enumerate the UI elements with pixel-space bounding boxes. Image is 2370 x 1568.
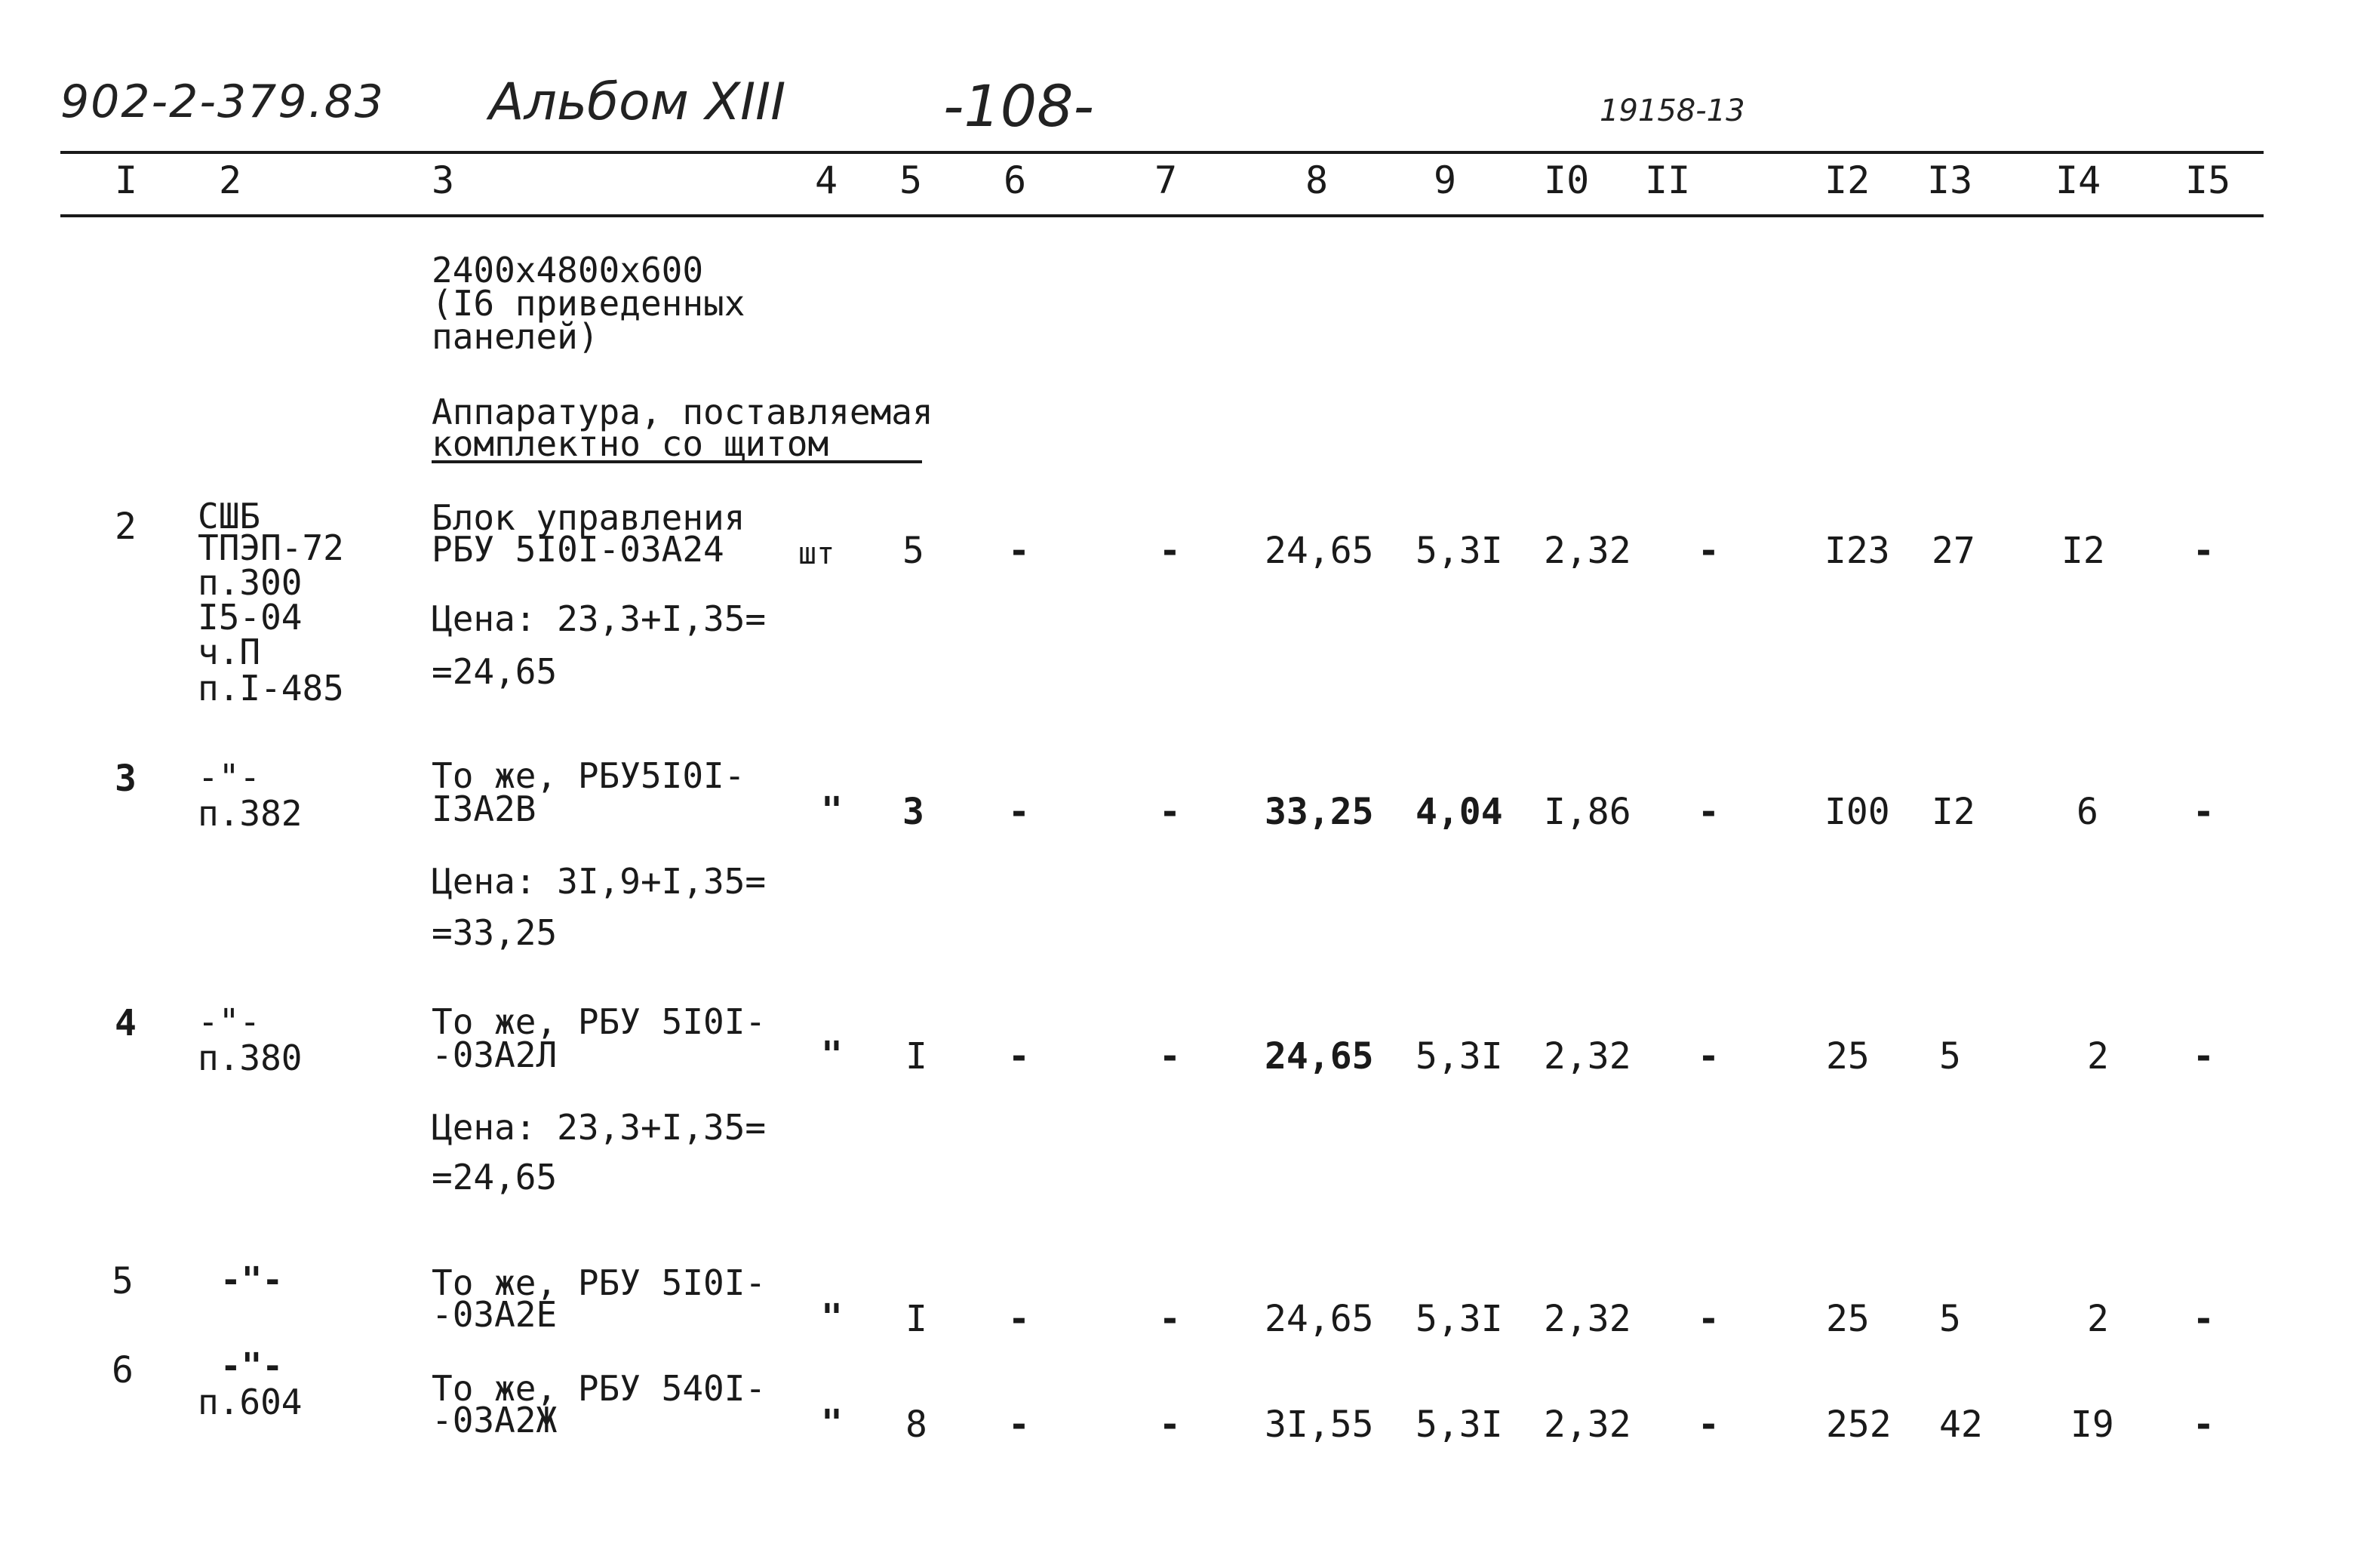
row-col9: 5,3I [1416,1404,1503,1446]
row-col6: - [1008,1035,1030,1078]
row-price: =24,65 [432,1157,558,1198]
col-header-12: I2 [1824,158,1870,202]
row-price: =24,65 [432,651,558,692]
row-col6: - [1008,791,1030,833]
col-header-13: I3 [1927,158,1973,202]
row-col13: 5 [1939,1298,1961,1340]
row-quantity: I [905,1298,927,1340]
col-header-3: 3 [432,158,455,202]
panel-note-line1: (I6 приведенных [432,283,745,324]
panel-note-line2: панелей) [432,316,599,357]
col-header-10: I0 [1544,158,1590,202]
row-col9: 5,3I [1416,1035,1503,1078]
row-col15: - [2193,1035,2215,1078]
row-reference: -"- [198,757,261,798]
row-col7: - [1159,1035,1181,1078]
col-header-5: 5 [899,158,923,202]
row-col8: 33,25 [1265,791,1374,833]
row-quantity: 5 [902,530,924,572]
document-code: 902-2-379.83 [60,75,385,128]
row-col9: 5,3I [1416,530,1503,572]
row-unit: " [821,789,843,832]
row-price: Цена: 23,3+I,35= [432,1107,767,1148]
row-number: 2 [115,506,137,548]
row-number: 4 [115,1002,137,1044]
row-col13: 5 [1939,1035,1961,1078]
section-title-line2: комплектно со щитом [432,429,922,463]
row-name: То же, РБУ 5I0I- [432,1262,767,1303]
row-col13: 27 [1932,530,1975,572]
col-header-2: 2 [219,158,242,202]
row-reference: п.300 [198,562,303,603]
row-col8: 24,65 [1265,530,1374,572]
row-col8: 24,65 [1265,1035,1374,1078]
col-header-7: 7 [1154,158,1178,202]
row-name: То же, РБУ5I0I- [432,755,745,796]
row-col15: - [2193,791,2215,833]
row-col15: - [2193,1404,2215,1446]
row-name: То же, РБУ 5I0I- [432,1001,767,1042]
col-header-14: I4 [2055,158,2101,202]
row-reference: п.380 [198,1038,303,1078]
row-name: РБУ 5I0I-03А24 [432,529,724,570]
row-reference: I5-04 [198,597,303,638]
row-col7: - [1159,1404,1181,1446]
row-reference: п.I-485 [198,668,344,709]
col-header-11: II [1645,158,1691,202]
col-header-6: 6 [1004,158,1027,202]
row-unit: " [821,1296,843,1339]
row-quantity: 3 [902,791,924,833]
row-col7: - [1159,530,1181,572]
row-col10: I,86 [1544,791,1631,833]
row-col9: 4,04 [1416,791,1503,833]
row-number: 6 [112,1349,134,1391]
row-col12: 25 [1826,1035,1870,1078]
header-bottom-rule [60,214,2264,217]
row-col8: 3I,55 [1265,1404,1374,1446]
row-col10: 2,32 [1544,1035,1631,1078]
row-col11: - [1698,1404,1720,1446]
row-reference: ч.П [198,632,261,672]
row-reference: п.382 [198,793,303,834]
row-col11: - [1698,791,1720,833]
row-name: -03А2Е [432,1294,558,1335]
row-col14: I9 [2070,1404,2114,1446]
col-header-4: 4 [815,158,838,202]
row-price: =33,25 [432,912,558,953]
row-col11: - [1698,1298,1720,1340]
row-name: I3А2В [432,789,536,829]
row-col7: - [1159,791,1181,833]
section-title-line1: Аппаратура, поставляемая [432,392,933,432]
page-number: -108- [943,72,1094,140]
row-col9: 5,3I [1416,1298,1503,1340]
row-name: Блок управления [432,497,745,538]
col-header-8: 8 [1305,158,1329,202]
row-reference: п.604 [198,1382,303,1422]
col-header-9: 9 [1434,158,1457,202]
row-reference: -"- [220,1259,284,1300]
row-col15: - [2193,530,2215,572]
row-col14: I2 [2061,530,2105,572]
row-col11: - [1698,1035,1720,1078]
row-name: -03А2Л [432,1035,558,1075]
row-col13: I2 [1932,791,1975,833]
row-col11: - [1698,530,1720,572]
sheet-reference: 19158-13 [1600,94,1745,128]
row-price: Цена: 23,3+I,35= [432,598,767,639]
row-unit: шт [798,537,835,571]
top-rule [60,151,2264,154]
row-col14: 2 [2087,1298,2109,1340]
row-col14: 6 [2076,791,2098,833]
row-col12: I23 [1824,530,1890,572]
row-unit: " [821,1402,843,1444]
row-reference: -"- [220,1345,284,1386]
row-unit: " [821,1034,843,1076]
row-col6: - [1008,1404,1030,1446]
row-number: 3 [115,758,137,800]
row-col10: 2,32 [1544,1298,1631,1340]
row-col10: 2,32 [1544,1404,1631,1446]
row-col15: - [2193,1298,2215,1340]
row-quantity: 8 [905,1404,927,1446]
row-name: То же, РБУ 540I- [432,1368,767,1409]
row-col8: 24,65 [1265,1298,1374,1340]
row-col14: 2 [2087,1035,2109,1078]
row-reference: -"- [198,1001,261,1042]
row-col12: 25 [1826,1298,1870,1340]
row-quantity: I [905,1035,927,1078]
col-header-1: I [115,158,138,202]
row-name: -03А2Ж [432,1400,558,1440]
row-col10: 2,32 [1544,530,1631,572]
row-price: Цена: 3I,9+I,35= [432,861,767,902]
row-col13: 42 [1939,1404,1983,1446]
row-col6: - [1008,1298,1030,1340]
album-label: Альбом XIII [489,72,786,132]
panel-dimensions: 2400x4800x600 [432,250,704,291]
row-number: 5 [112,1260,134,1302]
row-col6: - [1008,530,1030,572]
row-reference: СШБ [198,496,261,537]
row-col12: I00 [1824,791,1890,833]
row-col7: - [1159,1298,1181,1340]
col-header-15: I5 [2185,158,2231,202]
row-reference: ТПЭП-72 [198,527,344,568]
row-col12: 252 [1826,1404,1892,1446]
